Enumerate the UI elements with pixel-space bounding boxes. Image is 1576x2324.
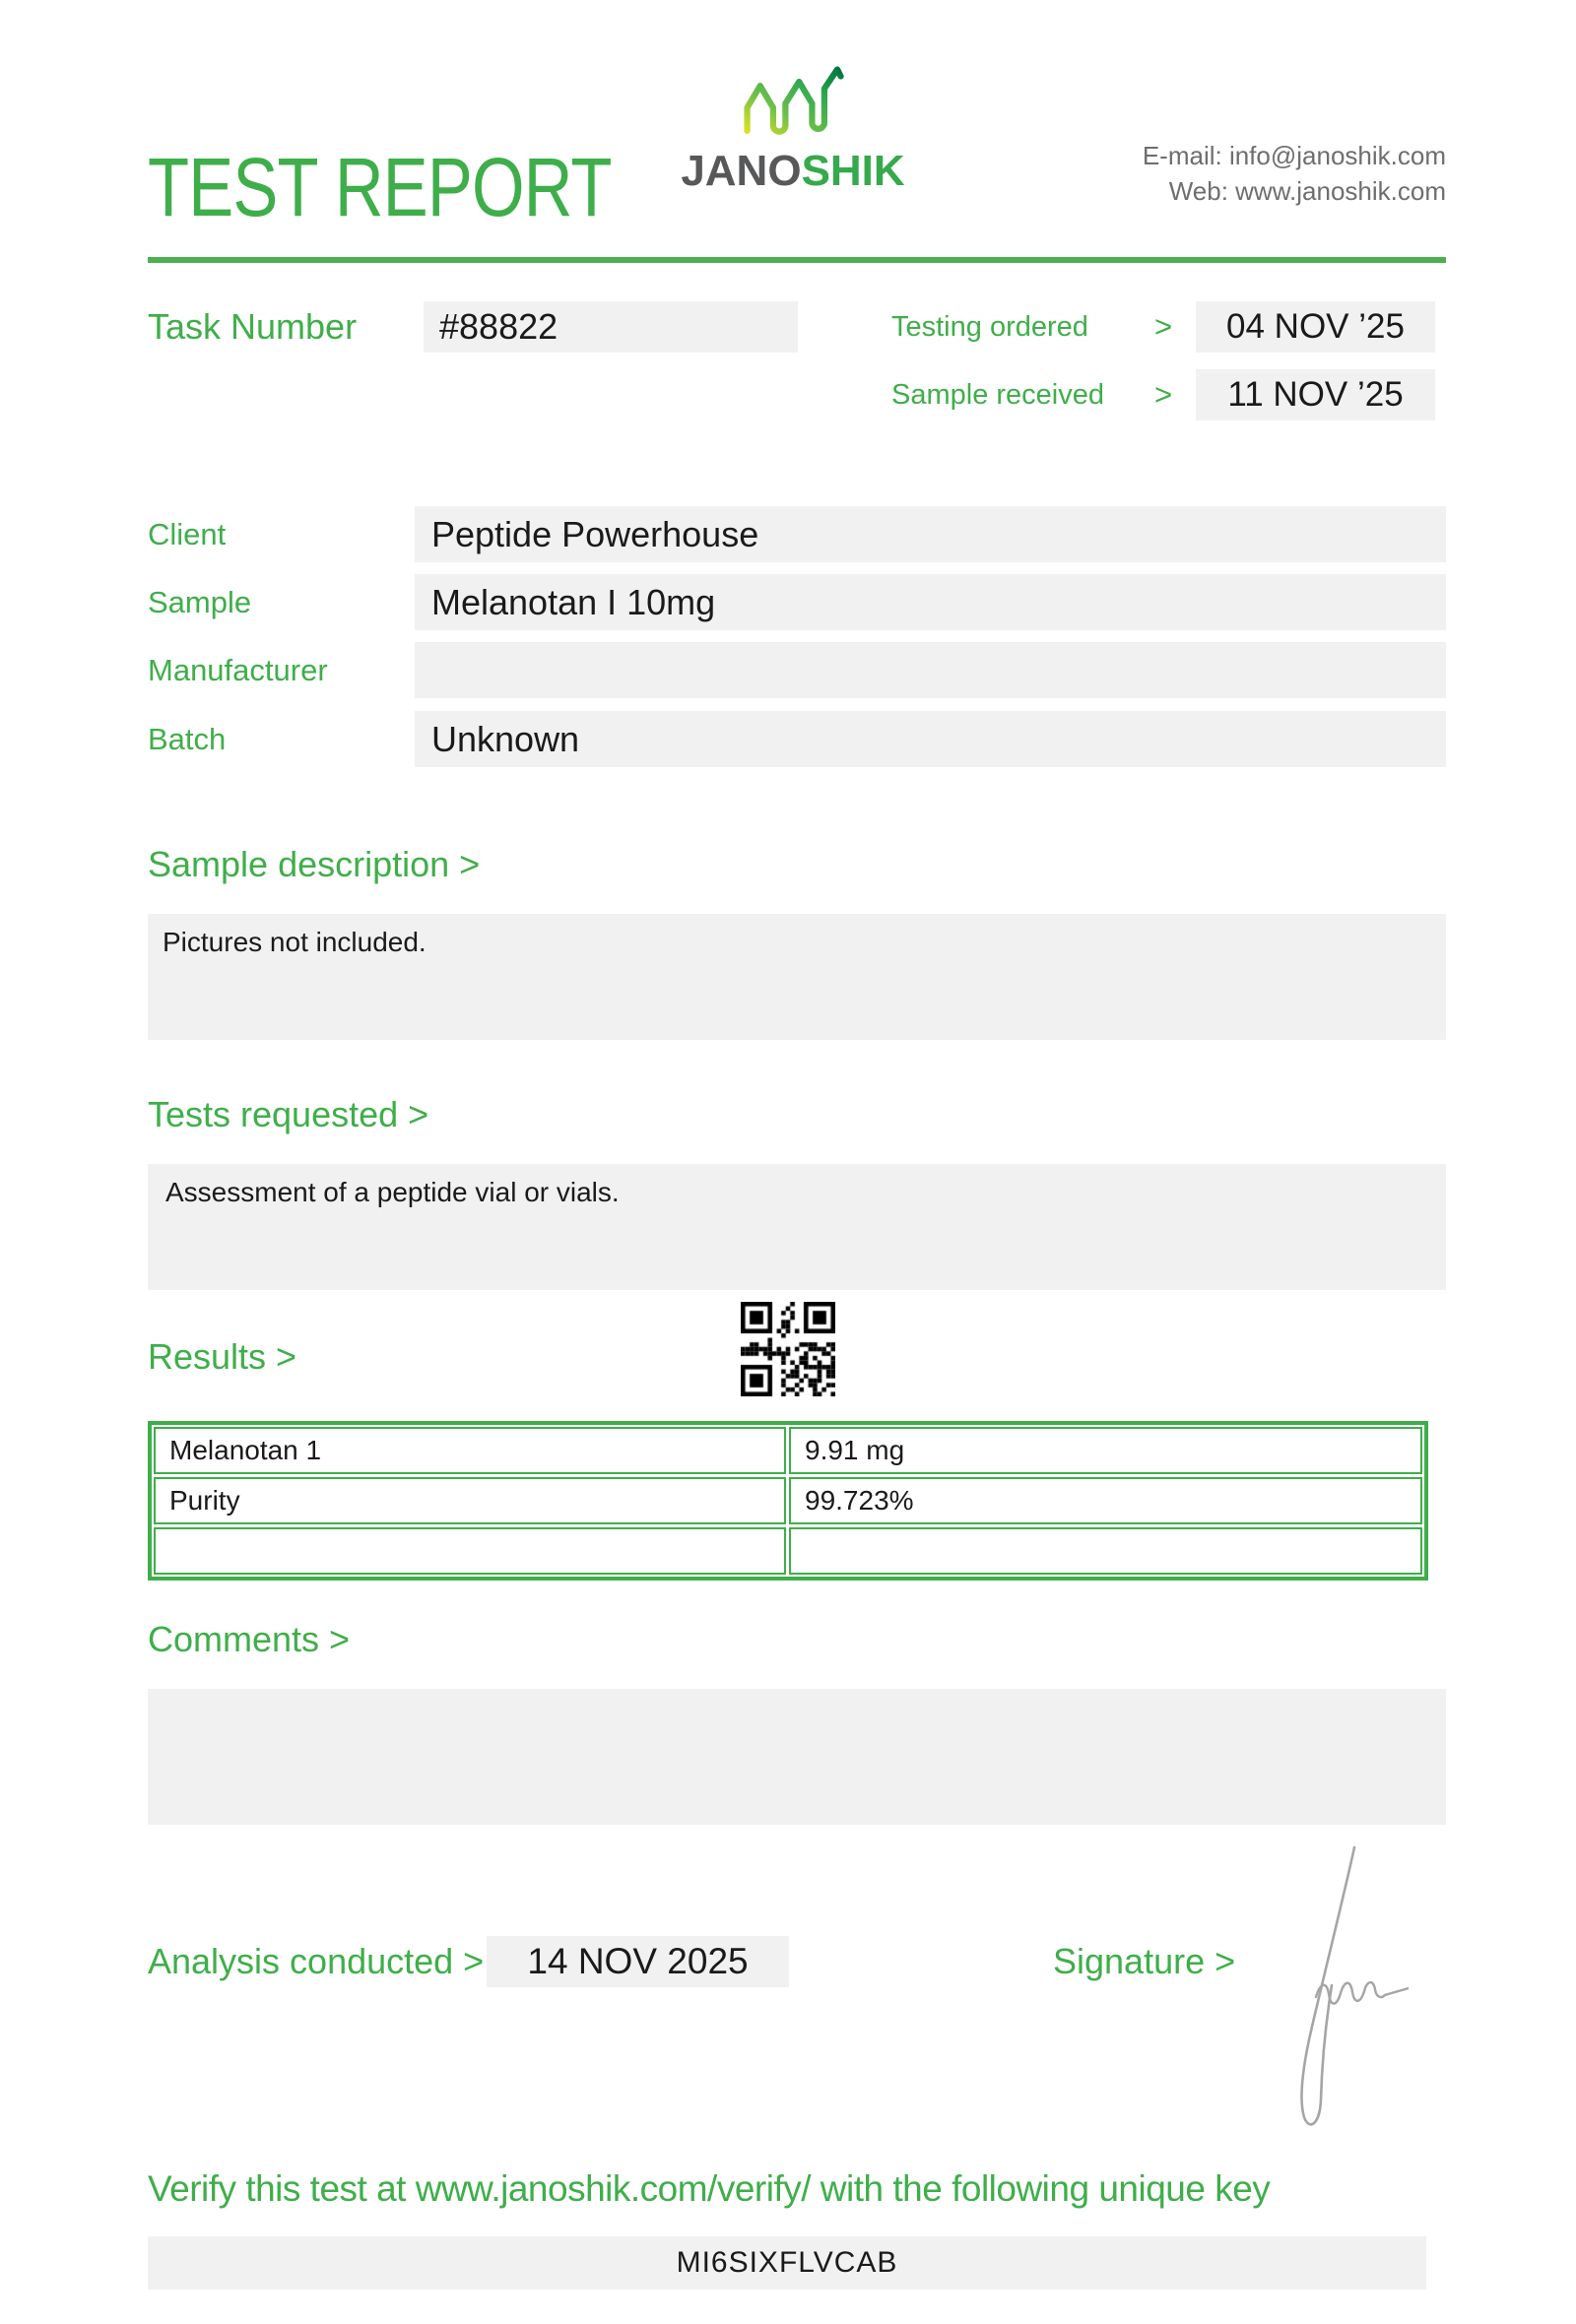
comments-heading: Comments > [148, 1619, 351, 1659]
result-name-cell [154, 1527, 786, 1575]
analysis-conducted-date: 14 NOV 2025 [487, 1936, 789, 1987]
testing-ordered-arrow: > [1154, 309, 1173, 344]
unique-key: MI6SIXFLVCAB [148, 2236, 1426, 2290]
comments-box [148, 1689, 1446, 1825]
sample-value: Melanotan I 10mg [415, 574, 1446, 630]
table-row [154, 1527, 1422, 1575]
results-table [148, 1421, 1428, 1581]
contact-email: E-mail: info@janoshik.com [1142, 141, 1446, 170]
sample-received-label: Sample received [891, 378, 1104, 411]
sample-description-heading: Sample description > [148, 844, 481, 884]
signature-label: Signature > [1053, 1941, 1236, 1981]
batch-label: Batch [148, 721, 227, 756]
logo-wordmark-shik: SHIK [801, 147, 905, 195]
results-heading: Results > [148, 1336, 297, 1377]
result-value-cell: 99.723% [789, 1477, 1422, 1524]
result-name-cell: Purity [154, 1477, 786, 1524]
verify-instruction: Verify this test at www.janoshik.com/verify/ with the following unique key [148, 2168, 1271, 2209]
qr-code [741, 1302, 835, 1396]
client-value: Peptide Powerhouse [415, 506, 1446, 562]
task-number-label: Task Number [148, 306, 358, 347]
result-value-cell: 9.91 mg [789, 1427, 1422, 1474]
task-number-value: #88822 [424, 301, 798, 353]
table-row [154, 1427, 1422, 1474]
sample-received-arrow: > [1154, 377, 1173, 412]
manufacturer-value [415, 642, 1446, 698]
logo-wordmark [681, 147, 904, 196]
table-row [154, 1477, 1422, 1524]
signature-scribble [1261, 1840, 1409, 2140]
testing-ordered-value: 04 NOV ’25 [1196, 301, 1435, 353]
tests-requested-box: Assessment of a peptide vial or vials. [148, 1164, 1446, 1290]
client-label: Client [148, 516, 227, 551]
result-value-cell [789, 1527, 1422, 1575]
sample-description-box: Pictures not included. [148, 914, 1446, 1040]
contact-block [1143, 138, 1446, 209]
logo-wordmark-jano: JANO [681, 147, 802, 195]
page-title: TEST REPORT [148, 141, 612, 233]
sample-label: Sample [148, 584, 252, 619]
result-name-cell: Melanotan 1 [154, 1427, 786, 1474]
contact-web: Web: www.janoshik.com [1168, 176, 1446, 206]
manufacturer-label: Manufacturer [148, 652, 328, 687]
tests-requested-heading: Tests requested > [148, 1094, 429, 1134]
analysis-conducted-label: Analysis conducted > [148, 1941, 485, 1981]
sample-received-value: 11 NOV ’25 [1196, 369, 1435, 420]
batch-value: Unknown [415, 711, 1446, 767]
janoshik-logo [680, 57, 906, 196]
testing-ordered-label: Testing ordered [891, 310, 1088, 343]
chart-logo-icon [742, 57, 844, 145]
header-divider [148, 257, 1446, 263]
